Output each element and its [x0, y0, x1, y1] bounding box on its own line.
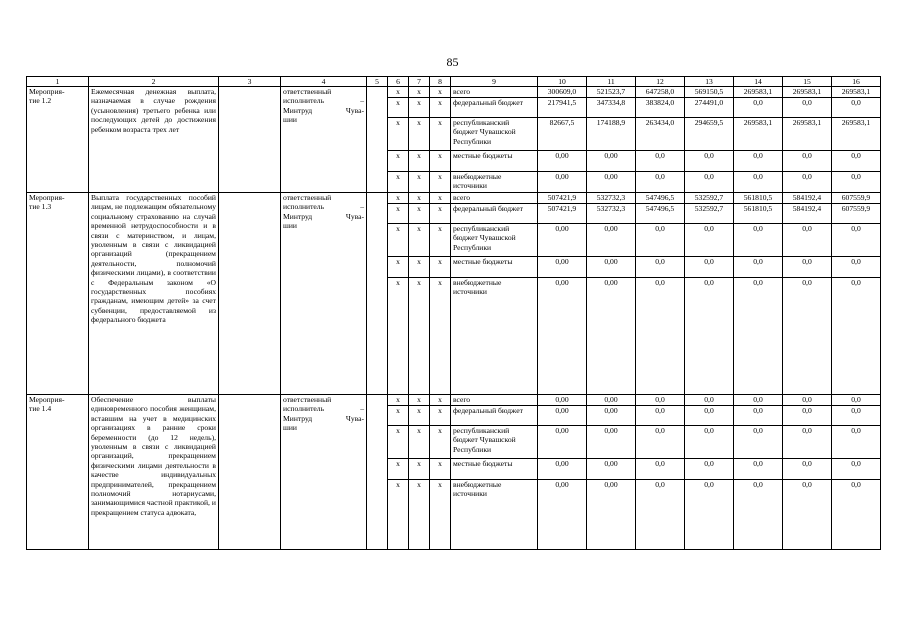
amount-cell: 300609,0 [538, 87, 587, 98]
funding-source: внебюджетные источники [451, 278, 538, 395]
amount-cell: 0,0 [685, 278, 734, 395]
marker-cell: x [409, 98, 430, 118]
funding-source: республиканский бюджет Чувашской Республики [451, 118, 538, 151]
amount-cell: 0,0 [832, 224, 881, 257]
amount-cell: 0,0 [783, 426, 832, 459]
marker-cell: x [409, 257, 430, 278]
funding-source: федеральный бюджет [451, 406, 538, 426]
amount-cell: 521523,7 [587, 87, 636, 98]
marker-cell: x [388, 204, 409, 224]
marker-cell: x [388, 395, 409, 406]
amount-cell: 584192,4 [783, 204, 832, 224]
marker-cell: x [430, 193, 451, 204]
amount-cell: 561810,5 [734, 204, 783, 224]
amount-cell: 0,0 [832, 151, 881, 172]
column-number-6: 6 [388, 77, 409, 87]
amount-cell: 0,0 [685, 172, 734, 193]
empty-cell [367, 395, 388, 550]
amount-cell: 0,00 [587, 480, 636, 550]
responsible-line: Минтруд Чува- [283, 105, 364, 115]
table-row [27, 193, 881, 204]
amount-cell: 607559,9 [832, 193, 881, 204]
amount-cell: 0,0 [783, 480, 832, 550]
amount-cell: 0,0 [636, 406, 685, 426]
funding-source: всего [451, 193, 538, 204]
amount-cell: 0,0 [685, 426, 734, 459]
amount-cell: 0,0 [783, 172, 832, 193]
marker-cell: x [430, 406, 451, 426]
amount-cell: 0,00 [538, 278, 587, 395]
marker-cell: x [388, 87, 409, 98]
amount-cell: 0,0 [783, 151, 832, 172]
amount-cell: 82667,5 [538, 118, 587, 151]
funding-table [26, 76, 881, 550]
amount-cell: 532732,3 [587, 204, 636, 224]
amount-cell: 0,0 [832, 459, 881, 480]
amount-cell: 507421,9 [538, 204, 587, 224]
amount-cell: 0,0 [832, 278, 881, 395]
amount-cell: 0,0 [734, 278, 783, 395]
column-number-14: 14 [734, 77, 783, 87]
amount-cell: 0,0 [783, 98, 832, 118]
marker-cell: x [409, 224, 430, 257]
amount-cell: 0,00 [587, 459, 636, 480]
marker-cell: x [409, 278, 430, 395]
responsible-line: шии [283, 423, 297, 433]
marker-cell: x [430, 426, 451, 459]
amount-cell: 0,00 [538, 459, 587, 480]
column-number-13: 13 [685, 77, 734, 87]
marker-cell: x [388, 193, 409, 204]
amount-cell: 0,0 [734, 459, 783, 480]
marker-cell: x [409, 204, 430, 224]
funding-source: всего [451, 395, 538, 406]
marker-cell: x [409, 193, 430, 204]
amount-cell: 0,0 [685, 459, 734, 480]
column-number-3: 3 [219, 77, 281, 87]
amount-cell: 0,0 [783, 278, 832, 395]
amount-cell: 547496,5 [636, 204, 685, 224]
funding-source: внебюджетные источники [451, 480, 538, 550]
amount-cell: 0,0 [734, 395, 783, 406]
amount-cell: 532732,3 [587, 193, 636, 204]
amount-cell: 0,0 [685, 395, 734, 406]
funding-source: республиканский бюджет Чувашской Республики [451, 224, 538, 257]
amount-cell: 0,00 [587, 151, 636, 172]
column-number-16: 16 [832, 77, 881, 87]
amount-cell: 0,0 [783, 257, 832, 278]
amount-cell: 547496,5 [636, 193, 685, 204]
column-number-4: 4 [281, 77, 367, 87]
amount-cell: 174188,9 [587, 118, 636, 151]
amount-cell: 0,0 [636, 257, 685, 278]
column-number-2: 2 [89, 77, 219, 87]
marker-cell: x [430, 172, 451, 193]
amount-cell: 0,0 [832, 172, 881, 193]
column-number-12: 12 [636, 77, 685, 87]
amount-cell: 647258,0 [636, 87, 685, 98]
marker-cell: x [388, 459, 409, 480]
funding-source: внебюджетные источники [451, 172, 538, 193]
measure-code: Мероприя- тие 1.2 [27, 87, 89, 193]
empty-cell [367, 193, 388, 395]
marker-cell: x [388, 480, 409, 550]
funding-source: местные бюджеты [451, 151, 538, 172]
responsible-line: ответственный [283, 87, 332, 96]
marker-cell: x [430, 224, 451, 257]
amount-cell: 0,0 [685, 257, 734, 278]
amount-cell: 0,00 [538, 406, 587, 426]
amount-cell: 0,0 [832, 426, 881, 459]
marker-cell: x [388, 172, 409, 193]
amount-cell: 269583,1 [832, 118, 881, 151]
responsible-line: исполнитель – [283, 96, 364, 106]
amount-cell: 569150,5 [685, 87, 734, 98]
marker-cell: x [409, 406, 430, 426]
marker-cell: x [430, 87, 451, 98]
responsible-executor [281, 87, 367, 193]
amount-cell: 0,0 [636, 459, 685, 480]
amount-cell: 0,0 [832, 406, 881, 426]
amount-cell: 0,0 [734, 406, 783, 426]
column-number-15: 15 [783, 77, 832, 87]
column-number-1: 1 [27, 77, 89, 87]
amount-cell: 0,0 [734, 480, 783, 550]
funding-source: местные бюджеты [451, 257, 538, 278]
marker-cell: x [388, 406, 409, 426]
amount-cell: 0,00 [538, 426, 587, 459]
responsible-executor [281, 395, 367, 550]
amount-cell: 269583,1 [783, 87, 832, 98]
measure-description: Ежемесячная денежная выплата, назначаемая в случае рождения (усыновления) третьего ребенка или последующих детей до достижения ребенком возраста трех лет [89, 87, 219, 193]
responsible-line: исполнитель – [283, 404, 364, 414]
column-number-8: 8 [430, 77, 451, 87]
amount-cell: 383824,0 [636, 98, 685, 118]
amount-cell: 532592,7 [685, 193, 734, 204]
amount-cell: 0,0 [636, 224, 685, 257]
marker-cell: x [388, 224, 409, 257]
funding-source: всего [451, 87, 538, 98]
table-row [27, 395, 881, 406]
marker-cell: x [430, 459, 451, 480]
amount-cell: 0,00 [587, 172, 636, 193]
empty-cell [219, 193, 281, 395]
marker-cell: x [388, 98, 409, 118]
page-number: 85 [446, 55, 459, 69]
amount-cell: 0,0 [636, 172, 685, 193]
marker-cell: x [430, 480, 451, 550]
amount-cell: 0,00 [587, 395, 636, 406]
amount-cell: 0,00 [538, 480, 587, 550]
funding-source: местные бюджеты [451, 459, 538, 480]
measure-description: Выплата государственных пособий лицам, не подлежащим обязательному социальному страхованию на случай временной нетрудоспособности и в связи с материнством, и лицам, уволенным в связи с ликвидацией организаций (прекращением деятельности, полномочий физическими лицами), в соответствии с Федеральным законом «О государственных пособиях гражданам, имеющим детей» за счет субвенции, предоставляемой из федерального бюджета [89, 193, 219, 395]
marker-cell: x [388, 151, 409, 172]
column-number-7: 7 [409, 77, 430, 87]
amount-cell: 0,0 [685, 224, 734, 257]
amount-cell: 0,0 [734, 224, 783, 257]
responsible-line: Минтруд Чува- [283, 211, 364, 221]
amount-cell: 269583,1 [734, 87, 783, 98]
marker-cell: x [409, 118, 430, 151]
marker-cell: x [388, 426, 409, 459]
amount-cell: 0,0 [832, 257, 881, 278]
table-row [27, 87, 881, 98]
responsible-line: ответственный [283, 193, 332, 202]
column-number-5: 5 [367, 77, 388, 87]
funding-source: республиканский бюджет Чувашской Республики [451, 426, 538, 459]
responsible-line: исполнитель – [283, 202, 364, 212]
amount-cell: 263434,0 [636, 118, 685, 151]
amount-cell: 0,0 [636, 395, 685, 406]
amount-cell: 0,0 [734, 98, 783, 118]
marker-cell: x [409, 480, 430, 550]
marker-cell: x [430, 257, 451, 278]
column-number-9: 9 [451, 77, 538, 87]
empty-cell [219, 87, 281, 193]
amount-cell: 0,0 [832, 480, 881, 550]
amount-cell: 0,0 [685, 151, 734, 172]
amount-cell: 0,00 [538, 224, 587, 257]
marker-cell: x [409, 87, 430, 98]
amount-cell: 0,00 [587, 406, 636, 426]
amount-cell: 0,00 [587, 278, 636, 395]
marker-cell: x [430, 204, 451, 224]
amount-cell: 269583,1 [783, 118, 832, 151]
column-number-row [27, 77, 881, 87]
marker-cell: x [388, 278, 409, 395]
marker-cell: x [409, 426, 430, 459]
measure-code: Мероприя- тие 1.4 [27, 395, 89, 550]
amount-cell: 607559,9 [832, 204, 881, 224]
amount-cell: 274491,0 [685, 98, 734, 118]
amount-cell: 0,0 [636, 480, 685, 550]
column-number-10: 10 [538, 77, 587, 87]
amount-cell: 217941,5 [538, 98, 587, 118]
amount-cell: 347334,8 [587, 98, 636, 118]
marker-cell: x [409, 395, 430, 406]
amount-cell: 0,0 [734, 172, 783, 193]
amount-cell: 0,00 [587, 426, 636, 459]
empty-cell [219, 395, 281, 550]
amount-cell: 0,0 [636, 151, 685, 172]
marker-cell: x [409, 459, 430, 480]
measure-code: Мероприя- тие 1.3 [27, 193, 89, 395]
amount-cell: 294659,5 [685, 118, 734, 151]
responsible-line: шии [283, 115, 297, 125]
funding-source: федеральный бюджет [451, 98, 538, 118]
marker-cell: x [430, 395, 451, 406]
amount-cell: 584192,4 [783, 193, 832, 204]
amount-cell: 507421,9 [538, 193, 587, 204]
amount-cell: 0,0 [685, 480, 734, 550]
amount-cell: 0,00 [538, 151, 587, 172]
responsible-line: ответственный [283, 395, 332, 404]
amount-cell: 0,0 [685, 406, 734, 426]
amount-cell: 561810,5 [734, 193, 783, 204]
marker-cell: x [430, 151, 451, 172]
marker-cell: x [409, 151, 430, 172]
empty-cell [367, 87, 388, 193]
amount-cell: 0,0 [783, 395, 832, 406]
amount-cell: 269583,1 [832, 87, 881, 98]
measure-description: Обеспечение выплаты единовременного пособия женщинам, вставшим на учет в медицинских организациях в ранние сроки беременности (до 12 недель), уволенным в связи с ликвидацией организаций, прекращением физическими лицами деятельности в качестве индивидуальных предпринимателей, прекращением полномочий нотариусами, занимающимися частной практикой, и прекращением статуса адвоката, [89, 395, 219, 550]
amount-cell: 0,0 [783, 406, 832, 426]
amount-cell: 532592,7 [685, 204, 734, 224]
amount-cell: 0,00 [538, 395, 587, 406]
amount-cell: 0,0 [636, 278, 685, 395]
amount-cell: 0,0 [832, 395, 881, 406]
amount-cell: 0,0 [734, 426, 783, 459]
responsible-executor [281, 193, 367, 395]
marker-cell: x [388, 257, 409, 278]
responsible-line: Минтруд Чува- [283, 413, 364, 423]
amount-cell: 0,00 [587, 257, 636, 278]
marker-cell: x [388, 118, 409, 151]
amount-cell: 0,0 [734, 257, 783, 278]
amount-cell: 0,00 [538, 172, 587, 193]
responsible-line: шии [283, 221, 297, 231]
amount-cell: 0,0 [783, 459, 832, 480]
marker-cell: x [430, 98, 451, 118]
funding-source: федеральный бюджет [451, 204, 538, 224]
amount-cell: 0,00 [587, 224, 636, 257]
column-number-11: 11 [587, 77, 636, 87]
amount-cell: 0,0 [734, 151, 783, 172]
amount-cell: 0,0 [636, 426, 685, 459]
amount-cell: 269583,1 [734, 118, 783, 151]
marker-cell: x [430, 278, 451, 395]
marker-cell: x [409, 172, 430, 193]
marker-cell: x [430, 118, 451, 151]
amount-cell: 0,0 [783, 224, 832, 257]
amount-cell: 0,00 [538, 257, 587, 278]
amount-cell: 0,0 [832, 98, 881, 118]
